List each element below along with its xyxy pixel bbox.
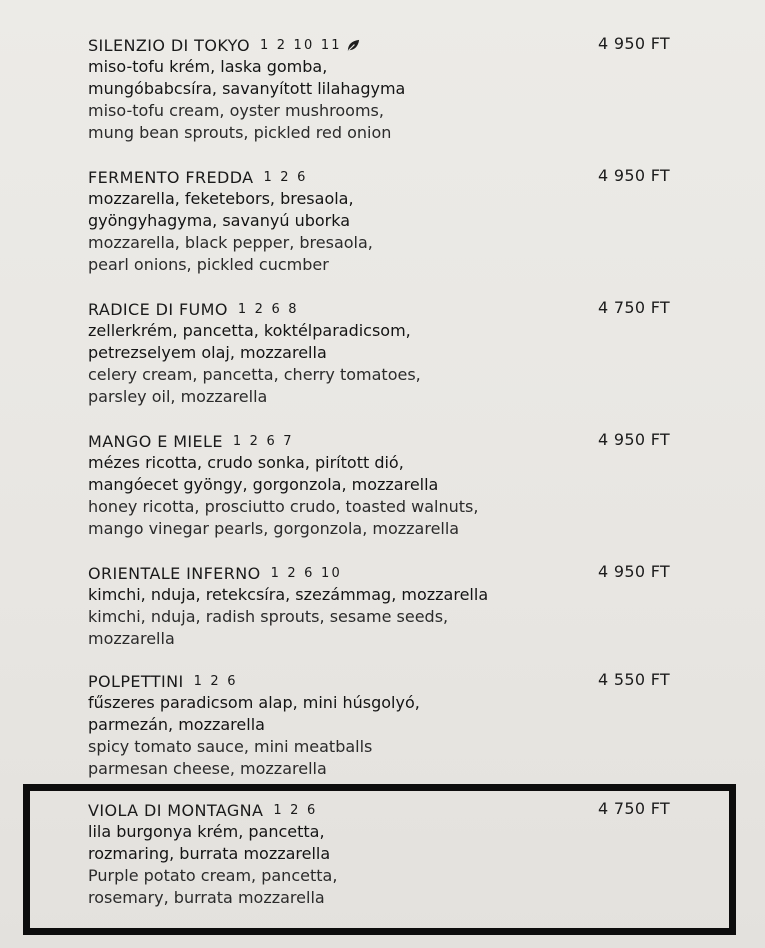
description-hu-line: fűszeres paradicsom alap, mini húsgolyó, <box>88 693 420 712</box>
leaf-icon <box>346 38 361 53</box>
allergen-codes: 1 2 10 11 <box>259 37 342 53</box>
item-name: ORIENTALE INFERNO <box>88 563 261 583</box>
item-name: RADICE DI FUMO <box>88 299 228 319</box>
description-en-line: miso-tofu cream, oyster mushrooms, <box>88 101 384 120</box>
description-hu-line: mungóbabcsíra, savanyított lilahagyma <box>88 79 406 98</box>
menu-item-radice-di-fumo <box>88 298 688 408</box>
description-en-line: kimchi, nduja, radish sprouts, sesame seeds, <box>88 607 449 626</box>
description-hu-line: petrezselyem olaj, mozzarella <box>88 343 327 362</box>
menu-item-polpettini <box>88 670 688 780</box>
description-en-line: mozzarella <box>88 629 175 648</box>
description-en-line: parsley oil, mozzarella <box>88 387 268 406</box>
allergen-codes: 1 2 6 8 <box>237 301 299 317</box>
description-en-line: parmesan cheese, mozzarella <box>88 759 327 778</box>
description-hu-line: rozmaring, burrata mozzarella <box>88 844 331 863</box>
item-name: VIOLA DI MONTAGNA <box>88 800 264 820</box>
description-hu-line: mozzarella, feketebors, bresaola, <box>88 189 354 208</box>
item-price: 4 950 FT <box>598 34 670 53</box>
menu-item-silenzio-di-tokyo <box>88 34 688 144</box>
item-price: 4 950 FT <box>598 562 670 581</box>
item-name: FERMENTO FREDDA <box>88 167 254 187</box>
allergen-codes: 1 2 6 <box>273 802 318 818</box>
item-name: SILENZIO DI TOKYO <box>88 35 250 55</box>
item-price: 4 950 FT <box>598 430 670 449</box>
allergen-codes: 1 2 6 <box>193 673 238 689</box>
allergen-codes: 1 2 6 10 <box>270 565 342 581</box>
description-hu-line: parmezán, mozzarella <box>88 715 265 734</box>
menu-item-orientale-inferno <box>88 562 688 650</box>
description-en-line: celery cream, pancetta, cherry tomatoes, <box>88 365 421 384</box>
description-en-line: spicy tomato sauce, mini meatballs <box>88 737 373 756</box>
item-name: MANGO E MIELE <box>88 431 223 451</box>
allergen-codes: 1 2 6 7 <box>232 433 294 449</box>
menu-item-fermento-fredda <box>88 166 688 276</box>
description-en-line: pearl onions, pickled cucmber <box>88 255 329 274</box>
item-price: 4 550 FT <box>598 670 670 689</box>
description-en-line: mung bean sprouts, pickled red onion <box>88 123 392 142</box>
description-en-line: honey ricotta, prosciutto crudo, toasted walnuts, <box>88 497 479 516</box>
description-en-line: rosemary, burrata mozzarella <box>88 888 325 907</box>
menu-item-viola-di-montagna <box>88 799 688 909</box>
description-hu-line: mézes ricotta, crudo sonka, pirított dió, <box>88 453 404 472</box>
item-price: 4 950 FT <box>598 166 670 185</box>
allergen-codes: 1 2 6 <box>263 169 308 185</box>
item-name: POLPETTINI <box>88 671 184 691</box>
description-en-line: Purple potato cream, pancetta, <box>88 866 338 885</box>
description-en-line: mozzarella, black pepper, bresaola, <box>88 233 373 252</box>
description-hu-line: kimchi, nduja, retekcsíra, szezámmag, mozzarella <box>88 585 489 604</box>
description-en-line: mango vinegar pearls, gorgonzola, mozzarella <box>88 519 460 538</box>
description-hu-line: miso-tofu krém, laska gomba, <box>88 57 328 76</box>
description-hu-line: zellerkrém, pancetta, koktélparadicsom, <box>88 321 411 340</box>
description-hu-line: gyöngyhagyma, savanyú uborka <box>88 211 351 230</box>
item-price: 4 750 FT <box>598 298 670 317</box>
item-price: 4 750 FT <box>598 799 670 818</box>
description-hu-line: lila burgonya krém, pancetta, <box>88 822 325 841</box>
description-hu-line: mangóecet gyöngy, gorgonzola, mozzarella <box>88 475 439 494</box>
menu-item-mango-e-miele <box>88 430 688 540</box>
